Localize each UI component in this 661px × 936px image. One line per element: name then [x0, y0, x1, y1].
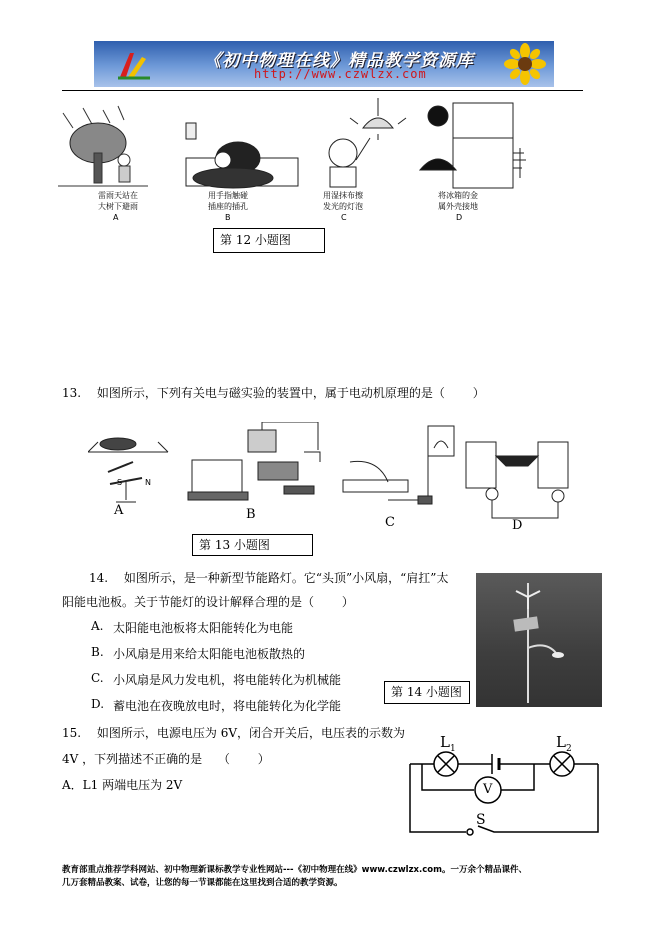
q14-line2: 阳能电池板。关于节能灯的设计解释合理的是（ ） — [62, 595, 354, 609]
q14-option-d-letter: D. — [91, 697, 105, 711]
fig13-mark-n: N — [145, 478, 151, 487]
fig13-letter-a: A — [114, 503, 124, 518]
fig13-letter-d: D — [512, 518, 523, 533]
q14-option-b-letter: B. — [91, 645, 104, 659]
q14-option-c-letter: C. — [91, 671, 104, 685]
circuit-switch-label: S — [476, 812, 486, 828]
fig13-illustration — [88, 422, 578, 534]
street-lamp-icon — [476, 573, 602, 707]
q15-line1: 15. 如图所示，电源电压为 6V，闭合开关后，电压表的示数为 — [62, 726, 406, 740]
banner-url: http://www.czwlzx.com — [254, 67, 427, 81]
q14-option-d-text: 蓄电池在夜晚放电时，将电能转化为化学能 — [113, 699, 342, 713]
circuit-diagram — [404, 732, 604, 838]
page-footer — [62, 864, 602, 890]
site-logo-icon — [116, 47, 152, 81]
circuit-voltmeter-label: V — [483, 782, 493, 797]
footer-line1: 教育部重点推荐学科网站、初中物理新课标教学专业性网站---《初中物理在线》www.czwlzx.com。一万余个精品课件、 — [62, 865, 527, 875]
fig12-letter-c: C — [341, 213, 347, 222]
fig13-drawing — [88, 422, 578, 534]
fig12-letter-a: A — [113, 213, 119, 222]
sunflower-icon — [502, 43, 548, 85]
fig13-caption: 第 13 小题图 — [192, 534, 313, 556]
fig15-circuit — [404, 732, 604, 838]
fig12-letter-b: B — [225, 213, 231, 222]
circuit-l2-label: $L_2$ — [556, 733, 572, 754]
q13-text: 13. 如图所示，下列有关电与磁实验的装置中，属于电动机原理的是（ ） — [62, 386, 485, 400]
q15-option-a: A．L1 两端电压为 2V — [62, 778, 183, 792]
banner-title: 《初中物理在线》精品教学资源库 — [204, 51, 474, 71]
q14-option-c-text: 小风扇是风力发电机，将电能转化为机械能 — [113, 673, 342, 687]
q15-line2: 4V ，下列描述不正确的是 （ ） — [62, 752, 270, 766]
circuit-l1-label: $L_1$ — [440, 733, 456, 754]
header-rule — [62, 90, 583, 91]
fig13-letter-b: B — [246, 507, 256, 522]
q14-option-b-text: 小风扇是用来给太阳能电池板散热的 — [113, 647, 306, 661]
fig14-caption: 第 14 小题图 — [384, 681, 470, 704]
q14-option-a-text: 太阳能电池板将太阳能转化为电能 — [113, 621, 294, 635]
fig12-label-a: 雷雨天站在 大树下避雨 — [98, 191, 138, 211]
header-banner — [94, 41, 554, 87]
q14-line1: 14. 如图所示，是一种新型节能路灯。它“头顶”小风扇，“肩扛”太 — [89, 571, 449, 585]
fig12-label-b: 用手指触碰 插座的插孔 — [208, 191, 248, 211]
q14-option-a-letter: A. — [91, 619, 104, 633]
fig13-letter-c: C — [385, 515, 395, 530]
fig12-caption: 第 12 小题图 — [213, 228, 325, 253]
fig14-photo — [476, 573, 602, 707]
fig13-mark-s: S — [117, 478, 123, 487]
fig12-label-c: 用湿抹布擦 发光的灯泡 — [323, 191, 363, 211]
fig12-label-d: 将冰箱的金 属外壳接地 — [438, 191, 478, 211]
fig12-letter-d: D — [456, 213, 463, 222]
footer-line2: 几万套精品教案、试卷，让您的每一节课都能在这里找到合适的教学资源。 — [62, 878, 343, 888]
